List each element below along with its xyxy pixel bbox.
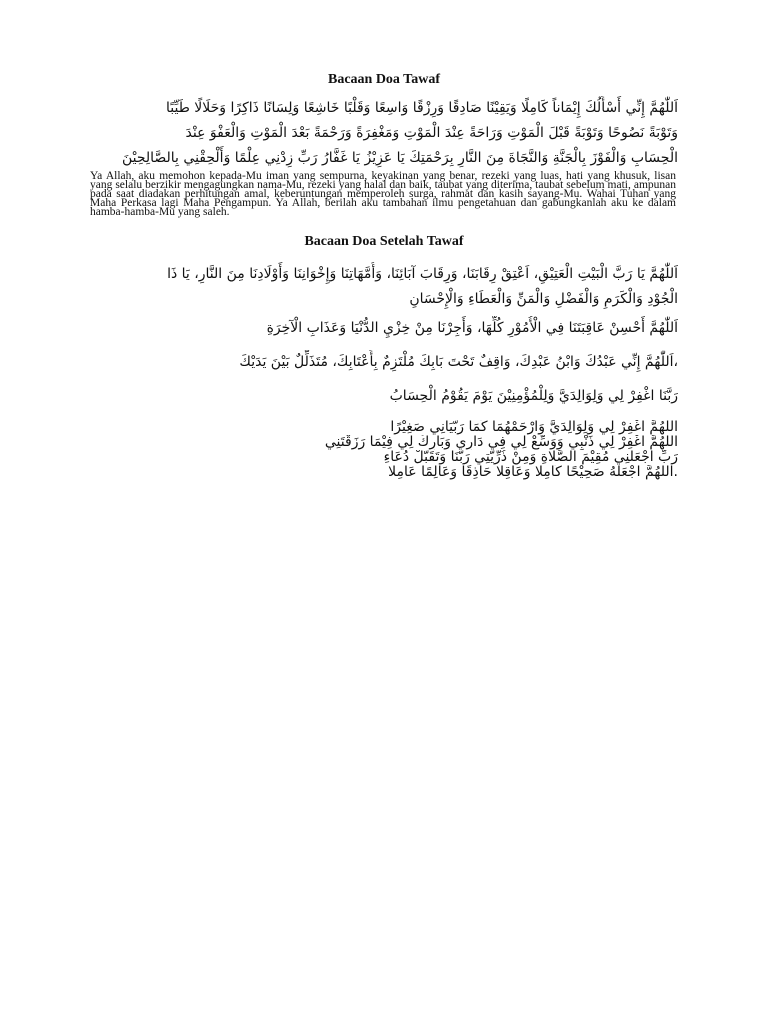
arabic-line: اَللّٰهُمَّ اغْفِرْ لِي وَلِوَالِدَيَّ وَارْحَمْهُمَا كَمَا رَبَّيَانِي صَغِيْرًا bbox=[390, 420, 678, 435]
arabic-line: ،اَللّٰهُمَّ إِنِّي عَبْدُكَ وَابْنُ عَبْدِكَ، وَاقِفٌ تَحْتَ بَابِكَ مُلْتَزِمٌ بِأَعْتَابِكَ، مُتَذَلِّلٌ بَيْنَ يَدَيْكَ bbox=[239, 354, 678, 370]
arabic-line: .اَللّٰهُمَّ اجْعَلْهُ صَحِيْحًا كَامِلًا وَعَاقِلًا حَاذِقًا وَعَالِمًا عَامِلًا bbox=[388, 465, 678, 480]
doa-setelah-paragraph-2 bbox=[88, 316, 678, 341]
doa-tawaf-translation: Ya Allah, aku memohon kepada-Mu iman yang sempurna, keyakinan yang benar, rezeki yang luas, hati yang khusuk, lisan yang selalu berzikir mengagungkan nama-Mu, rezeki yang halal dan baik, taubat yang diterima, taubat sebelum mati, ampunan pada saat diadakan perhitungan amal, keberuntungan memperoleh surga, rahmat dan kasih sayang-Mu. Wahai Tuhan yang Maha Perkasa lagi Maha Pengampun. Ya Allah, berilah aku tambahan ilmu pengetahuan dan gabungkanlah aku ke dalam hamba-hamba-Mu yang saleh. bbox=[90, 170, 676, 218]
doa-tawaf-title: Bacaan Doa Tawaf bbox=[327, 72, 441, 87]
arabic-line: اَللّٰهُمَّ يَا رَبَّ الْبَيْتِ الْعَتِيْقِ، اَعْتِقْ رِقَابَنَا، وَرِقَابَ آبَائِنَا، وَأُمَّهَاتِنَا وَإِخْوَانِنَا وَأَوْلَادِنَا مِنَ النَّارِ، يَا ذَا bbox=[167, 266, 678, 282]
arabic-line: الْحِسَابِ وَالْفَوْزَ بِالْجَنَّةِ وَالنَّجَاةَ مِنَ النَّارِ بِرَحْمَتِكَ يَا عَزِيْزُ يَا غَفَّارُ رَبِّ زِدْنِي عِلْمًا وَأَلْحِقْنِي بِالصَّالِحِيْنَ bbox=[121, 150, 678, 166]
doa-tawaf-arabic-text bbox=[88, 96, 678, 171]
arabic-line: وَتَوْبَةً نَصُوحًا وَتَوْبَةً قَبْلَ الْمَوْتِ وَرَاحَةً عِنْدَ الْمَوْتِ وَمَغْفِرَةً وَرَحْمَةً بَعْدَ الْمَوْتِ وَالْعَفْوَ عِنْدَ bbox=[185, 125, 678, 141]
doa-setelah-paragraph-1 bbox=[88, 262, 678, 312]
doa-setelah-tawaf-title: Bacaan Doa Setelah Tawaf bbox=[304, 234, 464, 249]
arabic-line: الْجُوْدِ وَالْكَرَمِ وَالْفَضْلِ وَالْمَنِّ وَالْعَطَاءِ وَالْإِحْسَانِ bbox=[409, 291, 678, 307]
arabic-line: اَللّٰهُمَّ إِنِّي أَسْأَلُكَ إِيْمَاناً كَامِلًا وَيَقِيْنًا صَادِقًا وَرِزْقًا وَاسِعًا وَقَلْبًا خَاشِعًا وَلِسَانًا ذَاكِرًا وَحَلَالًا طَيِّبًا bbox=[165, 100, 678, 116]
doa-setelah-paragraph-3 bbox=[88, 350, 678, 375]
doa-setelah-paragraph-5 bbox=[88, 420, 678, 480]
arabic-line: اَللّٰهُمَّ أَحْسِنْ عَاقِبَتَنَا فِي الْأُمُوْرِ كُلِّهَا، وَأَجِرْنَا مِنْ خِزْيِ الدُّنْيَا وَعَذَابِ الْآخِرَةِ bbox=[266, 320, 678, 336]
arabic-line: رَبَّنَا اغْفِرْ لِي وَلِوَالِدَيَّ وَلِلْمُؤْمِنِيْنَ يَوْمَ يَقُوْمُ الْحِسَابُ bbox=[389, 388, 678, 404]
arabic-line: اَللّٰهُمَّ اغْفِرْ لِي ذَنْبِي وَوَسِّعْ لِي فِي دَارِي وَبَارِكْ لِي فِيْمَا رَزَقْتَنِي bbox=[324, 435, 678, 450]
arabic-line: رَبِّ اجْعَلْنِي مُقِيْمَ الصَّلَاةِ وَمِنْ ذُرِّيَّتِي رَبَّنَا وَتَقَبَّلْ دُعَاءِ bbox=[383, 450, 678, 465]
doa-setelah-paragraph-4 bbox=[88, 384, 678, 409]
